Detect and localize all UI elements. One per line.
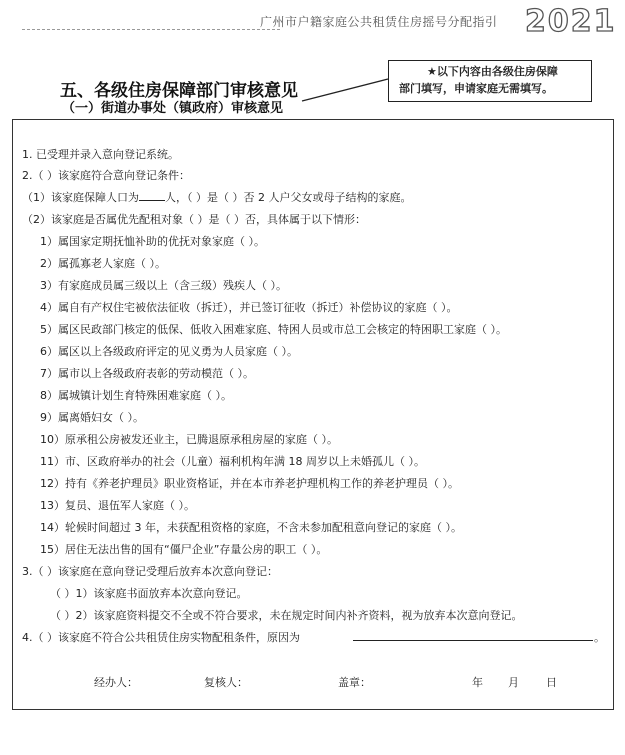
abandon-option-2: （ ）2）该家庭资料提交不全或不符合要求，未在规定时间内补齐资料，视为放弃本次意向登记。: [50, 609, 523, 622]
year-badge: 2021: [525, 4, 617, 39]
priority-item: 14）轮候时间超过 3 年，未获配租资格的家庭，不含未参加配租意向登记的家庭（ ）。: [40, 521, 462, 534]
form-line-3-prefix: （1）该家庭保障人口为: [22, 191, 139, 204]
priority-item: 2）属孤寡老人家庭（ ）。: [40, 257, 166, 270]
reviewer-label: 复核人：: [204, 676, 248, 689]
note-pointer-line: [300, 75, 392, 105]
day-label: 日: [546, 676, 557, 689]
priority-item: 4）属自有产权住宅被依法征收（拆迁），并已签订征收（拆迁）补偿协议的家庭（ ）。: [40, 301, 458, 314]
form-line-2: 2.（ ）该家庭符合意向登记条件：: [22, 169, 190, 182]
priority-item: 3）有家庭成员属三级以上（含三级）残疾人（ ）。: [40, 279, 287, 292]
priority-item: 1）属国家定期抚恤补助的优抚对象家庭（ ）。: [40, 235, 265, 248]
month-label: 月: [508, 676, 519, 689]
household-size-field[interactable]: [139, 190, 165, 201]
section-subtitle: （一）街道办事处（镇政府）审核意见: [62, 101, 284, 116]
notice-line-2: 部门填写，申请家庭无需填写。: [399, 82, 553, 95]
priority-item: 5）属区民政部门核定的低保、低收入困难家庭、特困人员或市总工会核定的特困职工家庭（ ）。: [40, 323, 507, 336]
section-title: 五、各级住房保障部门审核意见: [60, 81, 298, 101]
document-header-title: 广州市户籍家庭公共租赁住房摇号分配指引: [260, 15, 498, 29]
abandon-option-1: （ ）1）该家庭书面放弃本次意向登记。: [50, 587, 248, 600]
reason-field[interactable]: [353, 640, 593, 641]
form-line-3-abandon: 3.（ ）该家庭在意向登记受理后放弃本次意向登记：: [22, 565, 278, 578]
form-line-4-ineligible: 4.（ ）该家庭不符合公共租赁住房实物配租条件，原因为: [22, 631, 300, 644]
form-line-3-suffix: 人，（ ）是（ ）否 2 人户父女或母子结构的家庭。: [165, 191, 412, 204]
form-line-4: （2）该家庭是否属优先配租对象（ ）是（ ）否，具体属于以下情形：: [22, 213, 366, 226]
priority-item: 9）属离婚妇女（ ）。: [40, 411, 144, 424]
priority-item: 15）居住无法出售的国有“僵尸企业”存量公房的职工（ ）。: [40, 543, 328, 556]
priority-item: 13）复员、退伍军人家庭（ ）。: [40, 499, 195, 512]
notice-line-1: ★以下内容由各级住房保障: [427, 65, 558, 78]
priority-item: 12）持有《养老护理员》职业资格证，并在本市养老护理机构工作的养老护理员（ ）。: [40, 477, 459, 490]
priority-item: 8）属城镇计划生育特殊困难家庭（ ）。: [40, 389, 232, 402]
stamp-label: 盖章：: [338, 676, 371, 689]
priority-item: 10）原承租公房被发还业主，已腾退原承租房屋的家庭（ ）。: [40, 433, 338, 446]
form-line-4-end: 。: [594, 631, 605, 644]
form-line-3: [22, 189, 411, 205]
header-divider: [22, 29, 280, 30]
form-line-1: 1. 已受理并录入意向登记系统。: [22, 148, 179, 161]
priority-item: 6）属区以上各级政府评定的见义勇为人员家庭（ ）。: [40, 345, 298, 358]
priority-item: 7）属市以上各级政府表彰的劳动模范（ ）。: [40, 367, 254, 380]
priority-item: 11）市、区政府举办的社会（儿童）福利机构年满 18 周岁以上未婚孤儿（ ）。: [40, 455, 425, 468]
notice-box: [388, 60, 592, 102]
handler-label: 经办人：: [94, 676, 138, 689]
year-label: 年: [472, 676, 483, 689]
